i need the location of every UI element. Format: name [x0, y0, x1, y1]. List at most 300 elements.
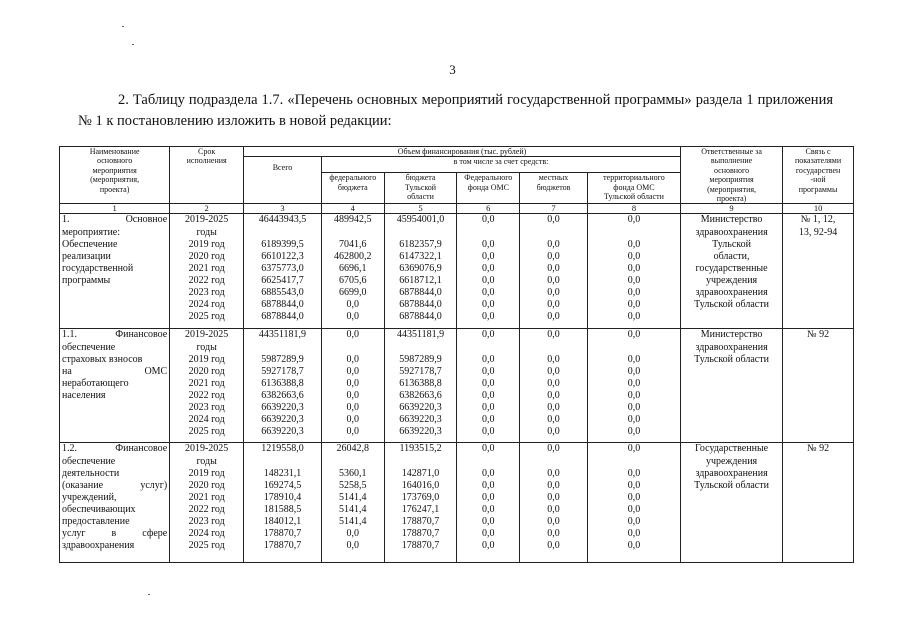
header-period: [170, 147, 244, 204]
period-line: 2024 год: [188, 414, 225, 426]
amount-value: 0,0: [482, 389, 495, 401]
amount-local: [520, 214, 588, 329]
amount-value: 0,0: [346, 377, 360, 389]
header-line: Наименование: [89, 147, 140, 156]
header-line: проекта): [716, 194, 747, 204]
amount-value: 0,0: [627, 238, 641, 250]
amount-value: 26042,8: [336, 443, 370, 455]
measure-name-word: населения: [62, 389, 106, 401]
header-name: [60, 147, 170, 204]
amount-value: 0,0: [547, 414, 560, 426]
header-line: фонда ОМС: [467, 182, 509, 192]
period-line: 2024 год: [188, 299, 225, 311]
amount-value: 0,0: [547, 443, 560, 455]
header-local: [520, 173, 588, 204]
amount-value: 1219558,0: [261, 443, 304, 455]
amount-value: 184012,1: [263, 516, 302, 527]
measure-name-line: [62, 540, 167, 552]
column-number: 9: [680, 204, 782, 214]
header-line: основного: [713, 165, 750, 175]
amount-value: 142871,0: [401, 467, 440, 479]
amount-total: [244, 443, 322, 563]
scan-speck: [122, 26, 124, 27]
amount-value: 0,0: [482, 503, 495, 515]
amount-value: 6147322,1: [399, 250, 442, 262]
scan-speck: [132, 44, 134, 45]
amount-value: 0,0: [482, 274, 495, 286]
amount-value: 44351181,9: [396, 329, 445, 341]
responsible-line: Тульской области: [694, 299, 769, 311]
amount-value: 5987289,9: [261, 353, 304, 365]
amount-value: 5141,4: [339, 491, 367, 503]
intro-paragraph: 2. Таблицу подраздела 1.7. «Перечень основных мероприятий государственной программы» раздела 1 приложения № 1 к постановлению изложить в новой редакции:: [78, 92, 833, 129]
amount-value: 0,0: [547, 353, 560, 365]
period-line: 2022 год: [188, 274, 225, 286]
amount-value: [324, 456, 382, 468]
amount-value: 0,0: [627, 365, 641, 377]
amount-total: [244, 214, 322, 329]
amount-value: 0,0: [547, 311, 560, 323]
column-number: 10: [783, 204, 854, 214]
measure-name-word: государственной: [62, 262, 134, 274]
header-incl: в том числе за счет средств:: [321, 157, 680, 173]
measure-name-line: [62, 528, 167, 540]
measure-name-word: деятельности: [62, 467, 120, 479]
measure-name-line: [62, 468, 167, 480]
period-line: 2021 год: [188, 491, 225, 503]
column-number: 6: [457, 204, 520, 214]
period-line: годы: [196, 341, 217, 353]
period-line: 2019 год: [188, 467, 225, 479]
period-line: 2020 год: [188, 479, 225, 491]
amount-value: 0,0: [482, 467, 495, 479]
header-line: федерального: [329, 173, 377, 183]
column-number: 2: [170, 204, 244, 214]
measure-name-word: на: [62, 365, 72, 377]
responsible-executors: [680, 443, 782, 563]
header-line: выполнение: [710, 156, 753, 166]
column-number: 1: [60, 204, 170, 214]
amount-value: 0,0: [346, 299, 360, 311]
header-ffoms: [457, 173, 520, 204]
amount-federal: [321, 443, 384, 563]
amount-value: 0,0: [482, 262, 495, 274]
measure-name-line: [62, 504, 167, 516]
amount-value: 0,0: [482, 299, 495, 311]
page-number: 3: [449, 62, 456, 77]
amount-value: 0,0: [547, 516, 560, 527]
amount-value: 6878844,0: [261, 299, 304, 311]
period-line: 2021 год: [188, 377, 225, 389]
indicator-line: № 1, 12,: [800, 214, 836, 226]
amount-regional: [384, 329, 457, 443]
amount-value: 0,0: [627, 503, 641, 515]
header-federal: [321, 173, 384, 204]
amount-value: 44351181,9: [258, 329, 307, 341]
amount-value: 0,0: [547, 262, 560, 274]
amount-value: 0,0: [482, 250, 495, 262]
measure-name-word: неработающего: [62, 377, 129, 389]
amount-value: 5927178,7: [261, 365, 304, 377]
responsible-line: здравоохранения: [695, 226, 768, 238]
amount-value: 1193515,2: [399, 443, 442, 455]
measure-name: [60, 329, 170, 443]
amount-value: 0,0: [627, 402, 641, 413]
amount-value: 6639220,3: [261, 414, 304, 426]
amount-value: 0,0: [627, 329, 641, 341]
amount-federal: [321, 214, 384, 329]
period-line: 2023 год: [188, 516, 225, 527]
measure-name-word: программы: [62, 274, 111, 286]
header-line: (мероприятия,: [707, 184, 757, 194]
period-line: 2024 год: [188, 528, 225, 540]
amount-value: 6699,0: [339, 287, 367, 298]
measure-name-word: мероприятие:: [62, 226, 121, 238]
header-line: программы: [798, 184, 838, 194]
measure-name-line: [62, 480, 167, 492]
measure-name-word: учреждений,: [62, 491, 117, 503]
amount-value: [590, 227, 678, 239]
amount-value: [459, 456, 517, 468]
amount-value: 0,0: [547, 426, 560, 438]
amount-value: 0,0: [482, 414, 495, 426]
header-regional: [384, 173, 457, 204]
measure-name-line: [62, 354, 167, 366]
amount-value: 0,0: [627, 287, 641, 298]
amount-value: [387, 342, 455, 354]
amount-ffoms: [457, 214, 520, 329]
measure-name-word: реализации: [62, 250, 111, 262]
responsible-line: здравоохранения: [695, 467, 768, 479]
measure-name-word: сфере: [142, 528, 168, 540]
indicator-link: [783, 443, 854, 563]
amount-value: 176247,1: [401, 503, 440, 515]
header-tfoms: [587, 173, 680, 204]
amount-value: 0,0: [627, 250, 641, 262]
amount-value: 6705,6: [339, 274, 367, 286]
period-line: 2022 год: [188, 503, 225, 515]
amount-value: 0,0: [346, 353, 360, 365]
responsible-line: Министерство: [700, 214, 763, 226]
amount-value: 6639220,3: [399, 402, 442, 413]
indicator-line: № 92: [807, 443, 830, 455]
header-line: показателями: [794, 156, 842, 166]
amount-value: 5987289,9: [399, 353, 442, 365]
amount-value: 0,0: [547, 402, 560, 413]
indicator-link: [783, 329, 854, 443]
indicator-link: [783, 214, 854, 329]
amount-value: 6618712,1: [399, 274, 442, 286]
header-total: Всего: [244, 157, 322, 204]
header-volume: Объем финансирования (тыс. рублей): [244, 147, 681, 157]
amount-value: 0,0: [547, 479, 560, 491]
measure-name-line: [62, 516, 167, 528]
header-line: территориального: [603, 173, 665, 183]
amount-value: 0,0: [482, 377, 495, 389]
amount-value: 0,0: [482, 329, 495, 341]
period-line: 2025 год: [188, 540, 225, 552]
amount-value: 0,0: [547, 528, 560, 540]
amount-value: 0,0: [547, 274, 560, 286]
amount-local: [520, 443, 588, 563]
table-row: [60, 443, 854, 563]
amount-value: 0,0: [627, 299, 641, 311]
amount-local: [520, 329, 588, 443]
measure-name-line: [62, 378, 167, 390]
amount-value: [522, 456, 585, 468]
responsible-line: Тульской области: [694, 353, 769, 365]
amount-value: 0,0: [547, 214, 560, 226]
amount-value: 0,0: [346, 528, 360, 540]
amount-value: 462800,2: [334, 250, 372, 262]
amount-value: 7041,6: [339, 238, 367, 250]
amount-value: 5141,4: [339, 503, 367, 515]
amount-value: 6639220,3: [399, 426, 442, 438]
header-line: бюджетов: [536, 182, 571, 192]
amount-value: [387, 456, 455, 468]
indicator-line: 13, 92-94: [798, 226, 838, 238]
amount-value: 164016,0: [401, 479, 440, 491]
period-line: 2025 год: [188, 426, 225, 438]
header-line: Тульской области: [604, 192, 664, 202]
execution-period: [170, 443, 244, 563]
amount-value: 0,0: [627, 443, 641, 455]
measure-name: [60, 443, 170, 563]
measure-name-word: предоставление: [62, 516, 130, 527]
amount-value: 6639220,3: [261, 402, 304, 413]
amount-value: 0,0: [482, 365, 495, 377]
header-line: Федерального: [464, 173, 513, 183]
responsible-line: Министерство: [700, 329, 763, 341]
measure-name-word: Финансовое: [115, 443, 168, 455]
amount-value: 0,0: [547, 287, 560, 298]
measure-name-line: [62, 329, 167, 341]
measure-name-line: [62, 275, 167, 287]
amount-value: 0,0: [482, 516, 495, 527]
header-line: (мероприятия,: [90, 175, 140, 185]
measure-name-line: [62, 390, 167, 402]
amount-ffoms: [457, 443, 520, 563]
header-responsible: [680, 147, 782, 204]
amount-value: 0,0: [482, 479, 495, 491]
period-line: 2020 год: [188, 250, 225, 262]
responsible-executors: [680, 214, 782, 329]
amount-value: 178870,7: [401, 516, 440, 527]
responsible-line: Тульской области: [694, 479, 769, 491]
amount-value: 0,0: [482, 402, 495, 413]
header-line: основного: [97, 156, 133, 166]
header-link: [783, 147, 854, 204]
responsible-line: здравоохранения: [695, 341, 768, 353]
amount-value: 0,0: [482, 540, 495, 552]
header-line: Срок: [198, 147, 216, 156]
measure-name-word: здравоохранения: [62, 540, 135, 552]
amount-value: 0,0: [627, 353, 641, 365]
responsible-line: здравоохранения: [695, 287, 768, 298]
amount-value: 0,0: [547, 540, 560, 552]
amount-value: 0,0: [627, 528, 641, 540]
header-line: местных: [538, 173, 569, 183]
header-line: государствен: [795, 165, 841, 175]
amount-value: 6878844,0: [399, 299, 442, 311]
measure-name-word: (оказание: [62, 479, 104, 491]
column-number: 4: [321, 204, 384, 214]
amount-value: 178870,7: [401, 540, 440, 552]
amount-value: 178870,7: [263, 540, 302, 552]
amount-value: 6136388,8: [399, 377, 442, 389]
amount-value: 169274,5: [263, 479, 302, 491]
responsible-line: области,: [713, 250, 750, 262]
amount-tfoms: [587, 443, 680, 563]
period-line: 2023 год: [188, 287, 225, 298]
amount-value: 0,0: [346, 414, 360, 426]
amount-value: 0,0: [627, 426, 641, 438]
amount-value: 6182357,9: [399, 238, 442, 250]
amount-value: 0,0: [627, 311, 641, 323]
period-line: 2019 год: [188, 238, 225, 250]
amount-value: 0,0: [547, 329, 560, 341]
amount-value: 0,0: [482, 311, 495, 323]
amount-value: 6382663,6: [261, 389, 304, 401]
amount-value: 0,0: [547, 389, 560, 401]
period-line: годы: [196, 455, 217, 467]
measure-name-line: [62, 342, 167, 354]
amount-ffoms: [457, 329, 520, 443]
measure-name-line: [62, 366, 167, 378]
amount-value: 5927178,7: [399, 365, 442, 377]
header-line: проекта): [99, 184, 130, 194]
measure-name-word: Финансовое: [115, 329, 168, 341]
amount-value: 6878844,0: [399, 311, 442, 323]
period-line: 2019-2025: [184, 443, 229, 455]
column-number: 8: [587, 204, 680, 214]
amount-value: 178870,7: [263, 528, 302, 540]
responsible-line: учреждения: [705, 455, 758, 467]
amount-value: 0,0: [482, 238, 495, 250]
execution-period: [170, 214, 244, 329]
amount-value: [590, 456, 678, 468]
amount-value: [522, 342, 585, 354]
measure-name-line: [62, 492, 167, 504]
amount-value: 0,0: [627, 516, 641, 527]
amount-value: 181588,5: [263, 503, 302, 515]
amount-value: 6375773,0: [261, 262, 304, 274]
amount-value: 178870,7: [401, 528, 440, 540]
amount-value: 0,0: [627, 491, 641, 503]
amount-value: 178910,4: [263, 491, 302, 503]
amount-value: 0,0: [627, 414, 641, 426]
header-line: мероприятия: [92, 165, 137, 175]
measures-table: [59, 146, 854, 563]
amount-value: 0,0: [627, 479, 641, 491]
table-row: [60, 329, 854, 443]
amount-value: [459, 227, 517, 239]
measure-name-word: ОМС: [144, 365, 168, 377]
amount-value: 5360,1: [339, 467, 367, 479]
execution-period: [170, 329, 244, 443]
amount-value: 6369076,9: [399, 262, 442, 274]
column-number: 5: [384, 204, 457, 214]
amount-value: 0,0: [346, 329, 360, 341]
amount-value: 0,0: [547, 467, 560, 479]
header-line: мероприятия: [709, 175, 754, 185]
measure-name-line: [62, 227, 167, 239]
period-line: 2025 год: [188, 311, 225, 323]
amount-value: 6189399,5: [261, 238, 304, 250]
measure-name-word: Обеспечение: [62, 238, 118, 250]
period-line: 2021 год: [188, 262, 225, 274]
amount-value: 5141,4: [339, 516, 367, 527]
amount-value: [590, 342, 678, 354]
amount-value: 0,0: [346, 426, 360, 438]
amount-value: 0,0: [627, 467, 641, 479]
amount-value: 0,0: [547, 238, 560, 250]
amount-value: 489942,5: [334, 214, 372, 226]
amount-value: 0,0: [627, 214, 641, 226]
amount-value: 0,0: [346, 389, 360, 401]
amount-value: [246, 227, 319, 239]
amount-value: 0,0: [482, 287, 495, 298]
period-line: годы: [196, 226, 217, 238]
amount-value: 0,0: [547, 377, 560, 389]
amount-value: [246, 456, 319, 468]
amount-value: 0,0: [346, 311, 360, 323]
scan-speck: [148, 594, 150, 595]
amount-value: 0,0: [547, 250, 560, 262]
header-row: [60, 147, 854, 157]
amount-value: 0,0: [547, 503, 560, 515]
header-line: исполнения: [186, 156, 227, 166]
responsible-line: учреждения: [705, 274, 758, 286]
period-line: 2023 год: [188, 402, 225, 413]
responsible-line: Тульской: [712, 238, 751, 250]
amount-value: 0,0: [627, 274, 641, 286]
measure-name-word: 1.: [62, 214, 70, 226]
responsible-executors: [680, 329, 782, 443]
amount-value: 46443943,5: [258, 214, 307, 226]
measure-name-word: Основное: [125, 214, 168, 226]
measure-name-word: обеспечение: [62, 455, 116, 467]
table-row: [60, 214, 854, 329]
responsible-line: государственные: [695, 262, 768, 274]
amount-value: 6625417,7: [261, 274, 304, 286]
amount-value: [459, 342, 517, 354]
header-line: области: [407, 192, 434, 202]
amount-value: 0,0: [547, 299, 560, 311]
measure-name-word: 1.2.: [62, 443, 77, 455]
amount-value: 0,0: [482, 214, 495, 226]
period-line: 2019-2025: [184, 214, 229, 226]
amount-value: 0,0: [482, 426, 495, 438]
header-line: фонда ОМС: [613, 182, 655, 192]
period-line: 2022 год: [188, 389, 225, 401]
measure-name-line: [62, 263, 167, 275]
measure-name-line: [62, 456, 167, 468]
measure-name-line: [62, 214, 167, 226]
amount-tfoms: [587, 214, 680, 329]
measure-name-word: услуг): [140, 479, 168, 491]
measure-name-word: 1.1.: [62, 329, 77, 341]
amount-value: 0,0: [627, 262, 641, 274]
header-line: бюджета: [405, 173, 436, 183]
header-line: Связь с: [805, 147, 831, 156]
amount-value: 0,0: [547, 365, 560, 377]
amount-value: 6639220,3: [261, 426, 304, 438]
measure-name-line: [62, 239, 167, 251]
amount-value: 0,0: [482, 443, 495, 455]
period-line: 2020 год: [188, 365, 225, 377]
amount-value: 6639220,3: [399, 414, 442, 426]
